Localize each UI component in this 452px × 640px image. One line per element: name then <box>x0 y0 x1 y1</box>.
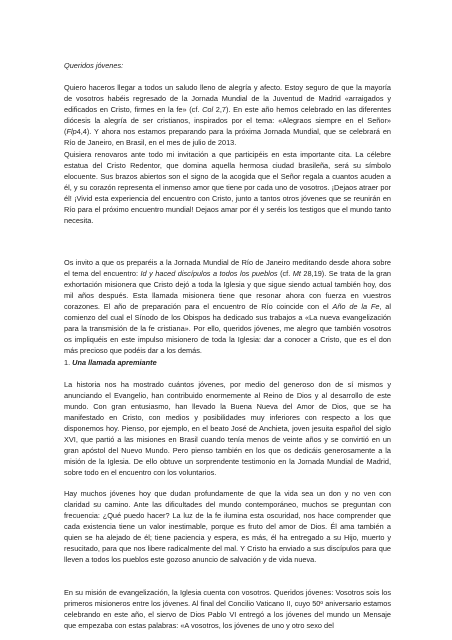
section-title: Una llamada apremiante <box>72 358 157 367</box>
paragraph-2: Quisiera renovaros ante todo mi invitación a que participéis en esta importante cita. La célebre estatua del Cristo Redentor, que domina aquella hermosa ciudad brasileña, será su símbolo elocuente. Sus brazos abiertos son el signo de la acogida que el Señor regala a cuantos acuden a él, y su corazón representa el inmenso amor que tiene por cada uno de vosotros. ¡Dejaos atraer por él! ¡Vivid esta experiencia del encuentro con Cristo, junto a tantos otros jóvenes que se reunirán en Río para el próximo encuentro mundial! Dejaos amar por él y seréis los testigos que el mundo tanto necesita. <box>64 150 391 226</box>
paragraph-3: Os invito a que os preparéis a la Jornada Mundial de Río de Janeiro meditando desde ahora sobre el tema del encuentro: Id y haced discípulos a todos los pueblos (cf. Mt 28,19). Se trata de la gran exhortación misionera que Cristo dejó a toda la Iglesia y que sigue siendo actual también hoy, dos mil años después. Esta llamada misionera tiene que resonar ahora con fuerza en vuestros corazones. El año de preparación para el encuentro de Río coincide con el Año de la Fe, al comienzo del cual el Sínodo de los Obispos ha dedicado sus trabajos a «La nueva evangelización para la transmisión de la fe cristiana». Por ello, queridos jóvenes, me alegro que también vosotros os impliquéis en este impulso misionero de toda la Iglesia: dar a conocer a Cristo, que es el don más precioso que podéis dar a los demás. <box>64 258 392 356</box>
section-number: 1. <box>64 358 73 367</box>
paragraph-4: La historia nos ha mostrado cuántos jóvenes, por medio del generoso don de sí mismos y anunciando el Evangelio, han contribuido enormemente al Reino de Dios y al desarrollo de este mundo. Con gran entusiasmo, han llevado la Buena Nueva del Amor de Dios, que se ha manifestado en Cristo, con medios y posibilidades muy inferiores con respecto a los que disponemos hoy. Pienso, por ejemplo, en el beato José de Anchieta, joven jesuita español del siglo XVI, que partió a las misiones en Brasil cuando tenía menos de veinte años y se convirtió en un gran apóstol del Nuevo Mundo. Pero pienso también en los que os dedicáis generosamente a la misión de la Iglesia. De ello obtuve un sorprendente testimonio en la Jornada Mundial de Madrid, sobre todo en el encuentro con los voluntarios. <box>64 380 391 478</box>
section-heading <box>64 357 391 368</box>
paragraph-1: Quiero haceros llegar a todos un saludo lleno de alegría y afecto. Estoy seguro de que la mayoría de vosotros habéis regresado de la Jornada Mundial de la Juventud de Madrid «arraigados y edificados en Cristo, firmes en la fe» (cf. Col 2,7). En este año hemos celebrado en las diferentes diócesis la alegría de ser cristianos, inspirados por el tema: «Alegraos siempre en el Señor» (Flp4,4). Y ahora nos estamos preparando para la próxima Jornada Mundial, que se celebrará en Río de Janeiro, en Brasil, en el mes de julio de 2013. <box>64 83 391 148</box>
paragraph-6: En su misión de evangelización, la Iglesia cuenta con vosotros. Queridos jóvenes: Vosotros sois los primeros misioneros entre los jóvenes. Al final del Concilio Vaticano II, cuyo 50º aniversario estamos celebrando en este año, el siervo de Dios Pablo VI entregó a los jóvenes del mundo un Mensaje que empezaba con estas palabras: «A vosotros, los jóvenes de uno y otro sexo del <box>64 588 391 631</box>
salutation: Queridos jóvenes: <box>64 61 124 70</box>
paragraph-5: Hay muchos jóvenes hoy que dudan profundamente de que la vida sea un don y no ven con claridad su camino. Ante las dificultades del mundo contemporáneo, muchos se preguntan con frecuencia: ¿Qué puedo hacer? La luz de la fe ilumina esta oscuridad, nos hace comprender que cada existencia tiene un valor inestimable, porque es fruto del amor de Dios. Él ama también a quien se ha alejado de él; tiene paciencia y espera, es más, él ha entregado a su Hijo, muerto y resucitado, para que nos libere radicalmente del mal. Y Cristo ha enviado a sus discípulos para que lleven a todos los pueblos este gozoso anuncio de salvación y de vida nueva. <box>64 489 391 565</box>
